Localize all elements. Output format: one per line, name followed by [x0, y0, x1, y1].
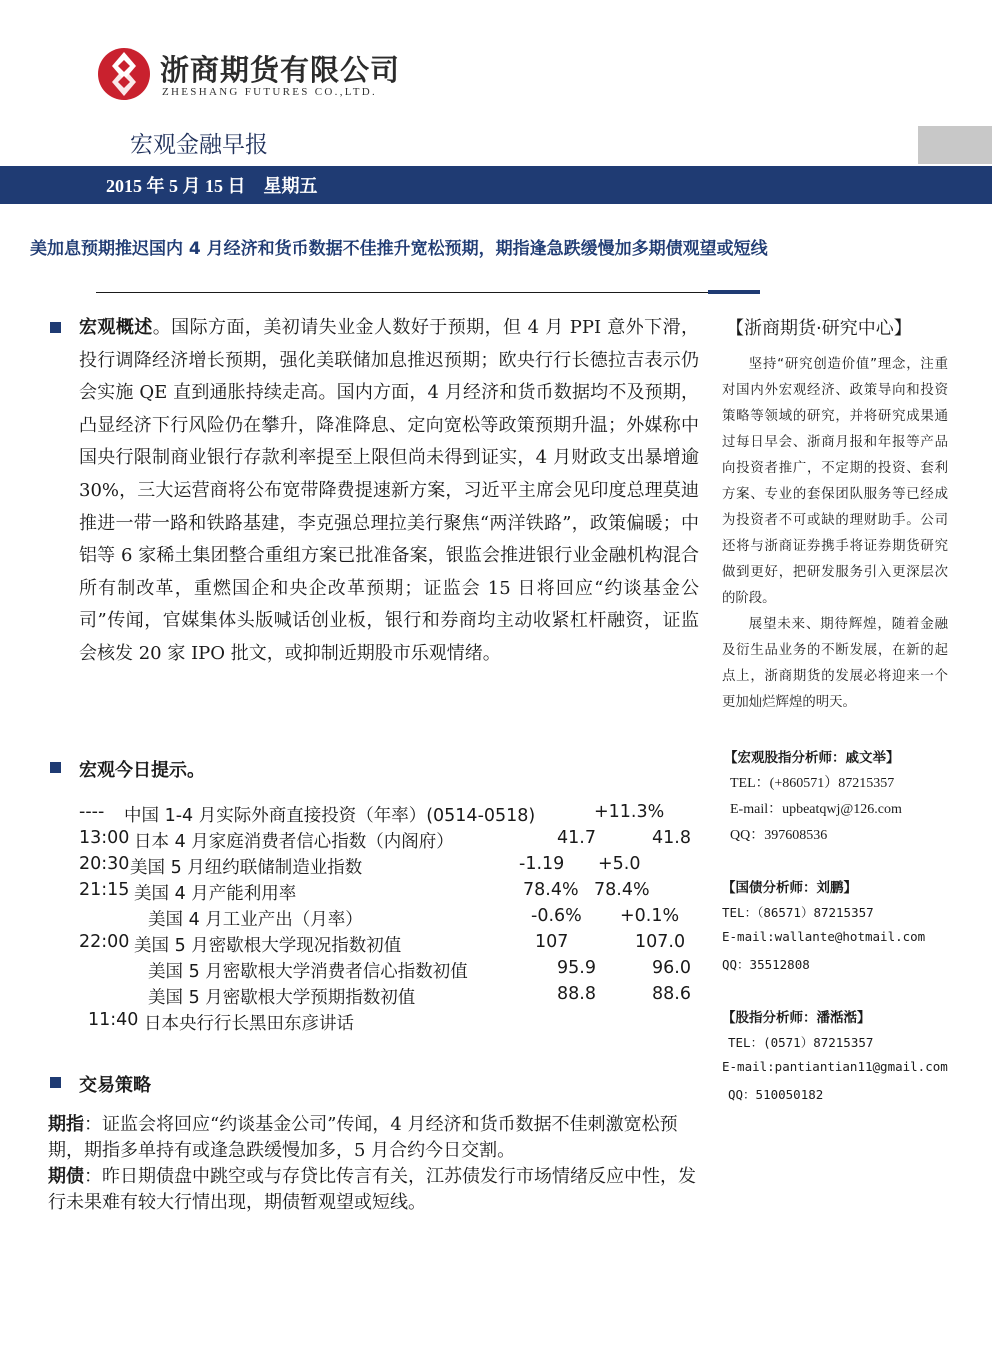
calendar-previous: 41.7: [557, 828, 596, 848]
calendar-time: 21:15: [79, 880, 130, 900]
report-date: 2015 年 5 月 15 日 星期五: [106, 176, 318, 196]
overview-body: 。国际方面，美初请失业金人数好于预期，但 4 月 PPI 意外下滑，投行调降经济增长预期，强化美联储加息推迟预期；欧央行行长德拉吉表示仍会实施 QE 直到通胀持续走高。国内方面，4 月经济和货币数据均不及预期，凸显经济下行风险仍在攀升，降准降息、定向宽松等政策预期升温；外媒称中国央行限制商业银行存款利率提至上限但尚未得到证实，4 月财政支出暴增逾 30%，三大运营商将公布宽带降费提速新方案，习近平主席会见印度总理莫迪推进一带一路和铁路基建，李克强总理拉美行聚焦“两洋铁路”，政策偏暖；中铝等 6 家稀土集团整合重组方案已批准备案，银监会推进银行业金融机构混合所有制改革，重燃国企和央企改革预期；证监会 15 日将回应“约谈基金公司”传闻，官媒集体头版喊话创业板，银行和券商均主动收紧杠杆融资，证监会核发 20 家 IPO 批文，或抑制近期股市乐观情绪。: [79, 317, 700, 664]
overview-paragraph: [79, 312, 699, 671]
calendar-event: 美国 5 月纽约联储制造业指数: [130, 858, 363, 878]
calendar-forecast: +0.1%: [620, 906, 680, 926]
bullet-icon: [50, 322, 61, 333]
calendar-forecast: 78.4%: [594, 880, 650, 900]
overview-heading: 宏观概述: [79, 317, 153, 338]
calendar-event: 中国 1-4 月实际外商直接投资（年率）(0514-0518): [124, 806, 536, 826]
calendar-event: 美国 5 月密歇根大学预期指数初值: [148, 988, 416, 1008]
analyst-heading: 【股指分析师：潘湉湉】: [722, 1010, 871, 1026]
analyst-email[interactable]: E-mail：upbeatqwj@126.com: [730, 802, 902, 817]
calendar-previous: 107: [535, 932, 569, 952]
calendar-previous: 88.8: [557, 984, 596, 1004]
company-logo: [96, 46, 152, 102]
calendar-previous: 78.4%: [523, 880, 579, 900]
calendar-forecast: 88.6: [652, 984, 691, 1004]
strategy-item: 期指：证监会将回应“约谈基金公司”传闻，4 月经济和货币数据不佳刺激宽松预期，期指多单持有或逢急跌缓慢加多，5 月合约今日交割。: [48, 1114, 678, 1161]
calendar-event: 日本 4 月家庭消费者信心指数（内阁府）: [134, 832, 454, 852]
analyst-email[interactable]: E-mail:wallante@hotmail.com: [722, 929, 926, 944]
calendar-forecast: 96.0: [652, 958, 691, 978]
strategy-item: 期债：昨日期债盘中跳空或与存贷比传言有关，江苏债发行市场情绪反应中性，发行未果难有较大行情出现，期债暂观望或短线。: [48, 1166, 696, 1213]
calendar-event: 美国 5 月密歇根大学消费者信心指数初值: [148, 962, 468, 982]
company-name-cn: 浙商期货有限公司: [160, 53, 401, 87]
headline: 美加息预期推迟国内 4 月经济和货币数据不佳推升宽松预期，期指逢急跌缓慢加多期债观望或短线: [30, 239, 768, 259]
calendar-time: ----: [79, 802, 105, 822]
calendar-time: 20:30: [79, 854, 130, 874]
intro-paragraph: 展望未来、期待辉煌，随着金融及衍生品业务的不断发展，在新的起点上，浙商期货的发展必将迎来一个更加灿烂辉煌的明天。: [722, 617, 948, 710]
analyst-tel: TEL：（86571）87215357: [722, 905, 874, 920]
calendar-previous: -0.6%: [531, 906, 582, 926]
bullet-icon: [50, 762, 61, 773]
calendar-forecast: 107.0: [635, 932, 686, 952]
calendar-event: 美国 4 月产能利用率: [134, 884, 297, 904]
analyst-qq: QQ：510050182: [728, 1087, 824, 1102]
analyst-heading: 【国债分析师：刘鹏】: [722, 880, 857, 896]
calendar-time: 11:40: [88, 1010, 139, 1030]
calendar-previous: -1.19: [519, 854, 565, 874]
header-gray-block: [918, 126, 992, 164]
analyst-qq: QQ：397608536: [730, 828, 828, 843]
today-heading: 宏观今日提示。: [79, 760, 205, 781]
analyst-tel: TEL：(+860571）87215357: [730, 776, 895, 791]
calendar-forecast: +5.0: [598, 854, 641, 874]
analyst-email[interactable]: E-mail:pantiantian11@gmail.com: [722, 1059, 948, 1074]
strategy-body: [48, 1112, 698, 1216]
bullet-icon: [50, 1077, 61, 1088]
analyst-heading: 【宏观股指分析师：戚文举】: [724, 750, 900, 766]
calendar-time: 22:00: [79, 932, 130, 952]
analyst-qq: QQ：35512808: [722, 957, 810, 972]
research-center-title: 【浙商期货·研究中心】: [726, 318, 912, 339]
calendar-forecast: 41.8: [652, 828, 691, 848]
intro-paragraph: 坚持“研究创造价值”理念，注重对国内外宏观经济、政策导向和投资策略等领域的研究，并将研究成果通过每日早会、浙商月报和年报等产品向投资者推广，不定期的投资、套利方案、专业的套保团队服务等已经成为投资者不可或缺的理财助手。公司还将与浙商证券携手将证券期货研究做到更好，把研发服务引入更深层次的阶段。: [722, 357, 948, 606]
report-title: 宏观金融早报: [130, 132, 268, 158]
calendar-previous: 95.9: [557, 958, 596, 978]
calendar-event: 美国 5 月密歇根大学现况指数初值: [134, 936, 402, 956]
strategy-heading: 交易策略: [79, 1075, 151, 1096]
company-name-en: ZHESHANG FUTURES CO.,LTD.: [162, 86, 378, 98]
research-center-intro: [722, 352, 948, 716]
analyst-tel: TEL：(0571）87215357: [728, 1035, 874, 1050]
calendar-event: 美国 4 月工业产出（月率）: [148, 910, 363, 930]
calendar-event: 日本央行行长黑田东彦讲话: [144, 1014, 354, 1034]
divider-accent: [708, 290, 760, 294]
calendar-previous: +11.3%: [594, 802, 665, 822]
calendar-time: 13:00: [79, 828, 130, 848]
divider-line: [96, 292, 708, 293]
